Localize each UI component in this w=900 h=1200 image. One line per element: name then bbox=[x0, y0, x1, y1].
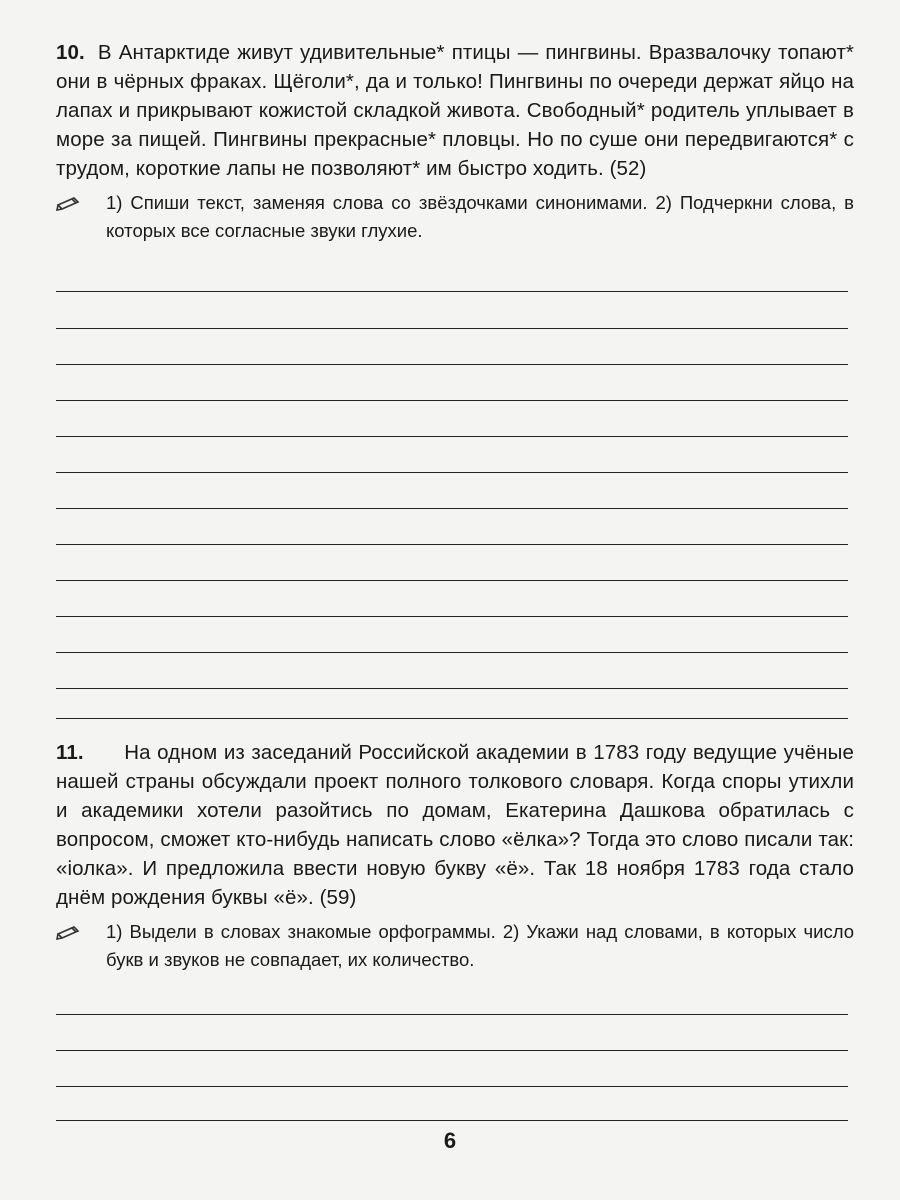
writing-line[interactable] bbox=[56, 472, 848, 473]
pencil-icon bbox=[56, 195, 82, 211]
writing-line[interactable] bbox=[56, 1014, 848, 1015]
writing-line[interactable] bbox=[56, 652, 848, 653]
exercise-10 bbox=[56, 38, 854, 245]
writing-line[interactable] bbox=[56, 616, 848, 617]
writing-line[interactable] bbox=[56, 364, 848, 365]
page-number: 6 bbox=[443, 1128, 457, 1153]
writing-line[interactable] bbox=[56, 688, 848, 689]
exercise-11-number: 11. bbox=[56, 741, 84, 764]
writing-line[interactable] bbox=[56, 580, 848, 581]
exercise-11-text-block bbox=[56, 738, 854, 912]
exercise-10-task-text: 1) Спиши текст, заменяя слова со звёздочками синонимами. 2) Подчеркни слова, в которых все согласные звуки глухие. bbox=[106, 192, 854, 241]
exercise-11-task bbox=[56, 918, 854, 974]
exercise-10-text-block bbox=[56, 38, 854, 183]
exercise-11-task-text: 1) Выдели в словах знакомые орфограммы. 2) Укажи над словами, в которых число букв и звуков не совпадает, их количество. bbox=[106, 921, 854, 970]
writing-line[interactable] bbox=[56, 436, 848, 437]
writing-line[interactable] bbox=[56, 291, 848, 292]
exercise-10-text: В Антарктиде живут удивительные* птицы — пингвины. Вразвалочку топают* они в чёрных фраках. Щёголи*, да и только! Пингвины по очереди держат яйцо на лапах и прикрывают кожистой складкой живота. Свободный* родитель уплывает в море за пищей. Пингвины прекрасные* пловцы. Но по суше они передвигаются* с трудом, короткие лапы не позволяют* им быстро ходить. (52) bbox=[56, 41, 855, 180]
writing-line[interactable] bbox=[56, 400, 848, 401]
writing-line[interactable] bbox=[56, 1050, 848, 1051]
writing-line[interactable] bbox=[56, 1086, 848, 1087]
exercise-10-number: 10. bbox=[56, 41, 85, 64]
exercise-10-task bbox=[56, 189, 854, 245]
exercise-11 bbox=[56, 738, 854, 974]
writing-line[interactable] bbox=[56, 508, 848, 509]
writing-line[interactable] bbox=[56, 544, 848, 545]
exercise-11-text: На одном из заседаний Российской академии в 1783 году ведущие учёные нашей страны обсуждали проект полного толкового словаря. Когда споры утихли и академики хотели разойтись по домам, Екатерина Дашкова обратилась с вопросом, сможет кто-нибудь написать слово «ёлка»? Тогда это слово писали так: «іолка». И предложила ввести новую букву «ё». Так 18 ноября 1783 года стало днём рождения буквы «ё». (59) bbox=[56, 741, 855, 909]
writing-line[interactable] bbox=[56, 718, 848, 719]
writing-line[interactable] bbox=[56, 1120, 848, 1121]
writing-line[interactable] bbox=[56, 328, 848, 329]
pencil-icon bbox=[56, 924, 82, 940]
